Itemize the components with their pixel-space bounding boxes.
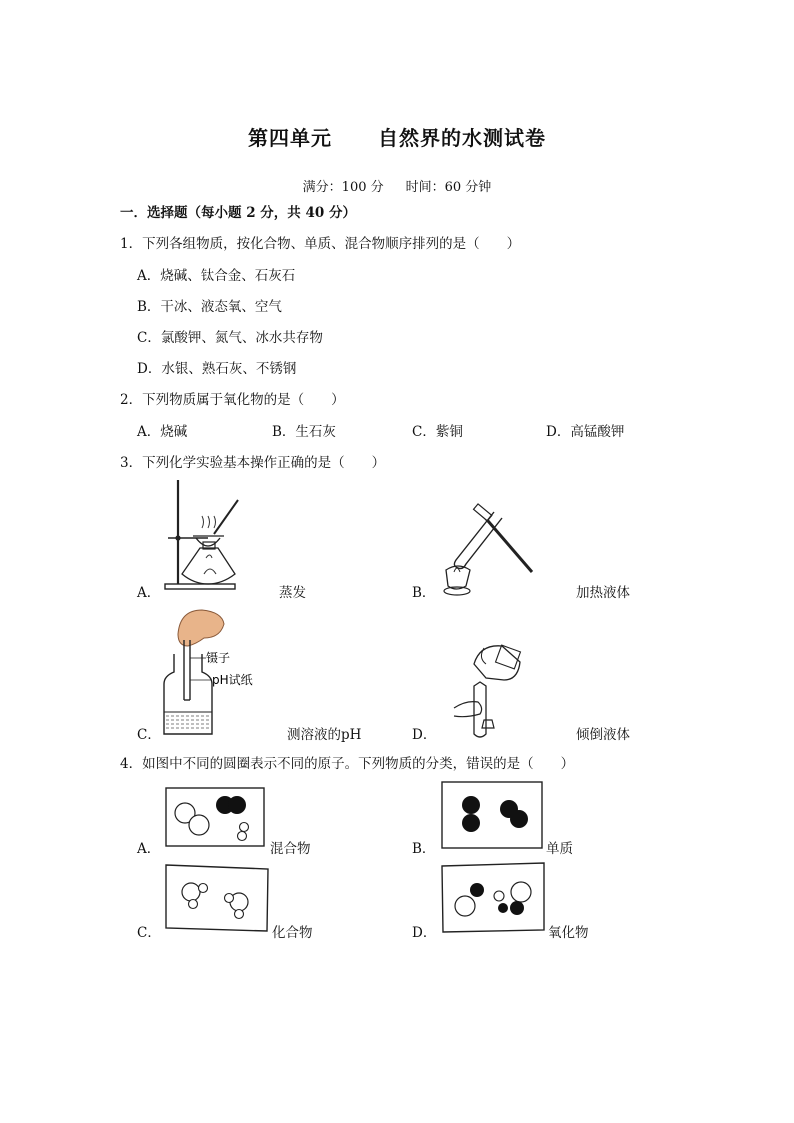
question-4-stem: 4．如图中不同的圆圈表示不同的原子。下列物质的分类，错误的是（ ）	[120, 756, 575, 772]
q4-option-a-caption: 混合物	[270, 841, 311, 857]
exam-meta	[0, 176, 794, 195]
q3-option-c-letter: C．	[137, 727, 161, 743]
tweezers-label: 镊子	[206, 651, 231, 665]
score-text: 满分：100 分	[302, 180, 384, 195]
evaporation-apparatus-figure	[160, 476, 242, 594]
q4-option-d-letter: D．	[412, 925, 437, 941]
q4-option-b-letter: B．	[412, 841, 436, 857]
heating-liquid-figure	[436, 500, 536, 598]
q2-option-c: C．紫铜	[412, 424, 463, 440]
question-2-stem: 2．下列物质属于氧化物的是（ ）	[120, 392, 345, 408]
q4-option-b-caption: 单质	[546, 841, 573, 857]
question-3-stem: 3．下列化学实验基本操作正确的是（ ）	[120, 455, 386, 471]
q3-option-a-letter: A．	[137, 585, 161, 601]
q4-option-c-letter: C．	[137, 925, 161, 941]
section-heading: 一．选择题（每小题 2 分，共 40 分）	[120, 205, 356, 221]
q4-option-c-caption: 化合物	[272, 925, 313, 941]
ph-test-figure	[160, 604, 272, 740]
q1-option-a: A．烧碱、钛合金、石灰石	[137, 268, 296, 284]
title-text: 自然界的水测试卷	[378, 126, 546, 150]
q3-option-b-letter: B．	[412, 585, 436, 601]
q4-d-particles-box	[441, 862, 545, 936]
time-text: 时间：60 分钟	[405, 180, 492, 195]
exam-title	[0, 122, 794, 151]
question-1-stem: 1．下列各组物质，按化合物、单质、混合物顺序排列的是（ ）	[120, 236, 521, 252]
q1-option-b: B．干冰、液态氧、空气	[137, 299, 282, 315]
q2-option-d: D．高锰酸钾	[546, 424, 625, 440]
q3-option-d-letter: D．	[412, 727, 437, 743]
q4-a-particles-box	[165, 787, 265, 853]
q3-option-a-caption: 蒸发	[279, 585, 306, 601]
q3-option-b-caption: 加热液体	[576, 585, 630, 601]
q1-option-d: D．水银、熟石灰、不锈钢	[137, 361, 297, 377]
q2-option-a: A．烧碱	[137, 424, 188, 440]
q4-option-a-letter: A．	[137, 841, 161, 857]
q2-option-b: B．生石灰	[272, 424, 336, 440]
ph-paper-label: pH试纸	[212, 673, 253, 687]
q3-option-c-caption: 测溶液的pH	[287, 727, 362, 743]
q4-c-particles-box	[165, 864, 269, 936]
unit-label: 第四单元	[248, 126, 332, 150]
q4-option-d-caption: 氧化物	[548, 925, 589, 941]
q4-b-particles-box	[441, 781, 543, 851]
pouring-liquid-figure	[440, 634, 534, 742]
q3-option-d-caption: 倾倒液体	[576, 727, 630, 743]
q1-option-c: C．氯酸钾、氮气、冰水共存物	[137, 330, 323, 346]
